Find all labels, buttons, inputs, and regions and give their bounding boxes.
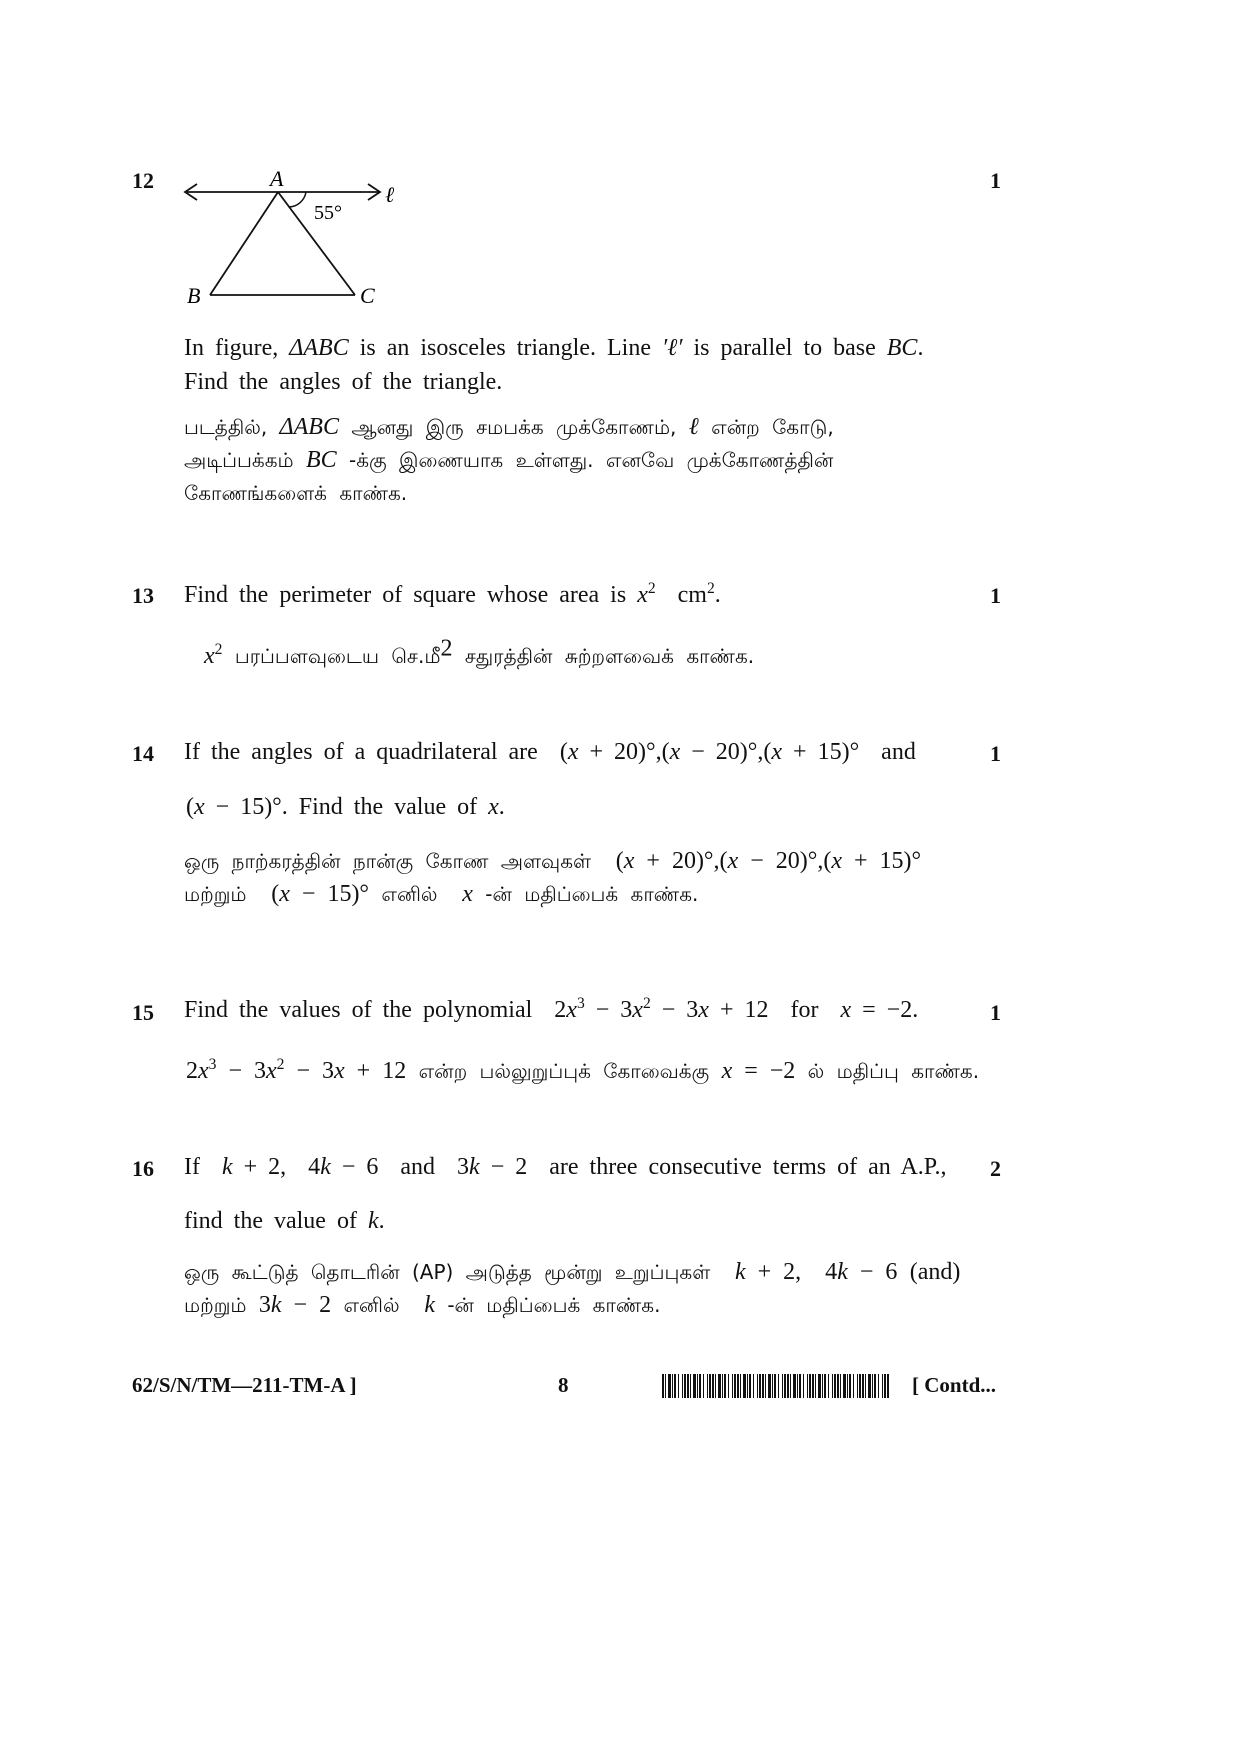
- question-marks: 1: [990, 168, 1001, 193]
- question-marks: 1: [990, 1000, 1001, 1025]
- question-number: 12: [132, 168, 154, 193]
- paper-code: 62/S/N/TM—211-TM-A ]: [132, 1373, 357, 1397]
- vertex-c-label: C: [360, 283, 375, 308]
- q15-english: Find the values of the polynomial $2x^3 - 3x^2 - 3x + 12$ for x = −2.: [184, 995, 919, 1023]
- question-marks: 2: [990, 1156, 1001, 1181]
- q12-tamil: படத்தில், ΔABC ஆனது இரு சமபக்க முக்கோணம், ℓ என்ற கோடு, அடிப்பக்கம் BC -க்கு இணையாக உள்ளது. எனவே முக்கோணத்தின் கோணங்களைக் காண்க.: [184, 414, 834, 505]
- side-ab: [210, 192, 278, 295]
- q14-english: If the angles of a quadrilateral are (x + 20)°,(x − 20)°,(x + 15)° and: [184, 739, 916, 765]
- vertex-a-label: A: [270, 166, 284, 191]
- line-l-label: ℓ: [385, 182, 395, 207]
- page-number: 8: [558, 1373, 569, 1397]
- question-marks: 1: [990, 583, 1001, 608]
- q13-tamil: $x^2$ பரப்பளவுடைய செ.மீ$^2$ சதுரத்தின் சுற்றளவைக் காண்க.: [204, 635, 755, 669]
- vertex-b-label: B: [187, 283, 201, 308]
- angle-arc: [289, 192, 306, 207]
- barcode-icon: [662, 1374, 890, 1398]
- continued-label: [ Contd...: [912, 1373, 997, 1397]
- question-number: 15: [132, 1000, 154, 1025]
- triangle-figure: [175, 160, 435, 315]
- q15-tamil: $2x^3 - 3x^2 - 3x + 12$ என்ற பல்லுறுப்புக் கோவைக்கு x = −2 ல் மதிப்பு காண்க.: [186, 1056, 980, 1084]
- question-number: 14: [132, 741, 154, 766]
- q16-english-line2: find the value of k.: [184, 1208, 385, 1234]
- question-number: 16: [132, 1156, 154, 1181]
- q16-tamil: ஒரு கூட்டுத் தொடரின் (AP) அடுத்த மூன்று உறுப்புகள் k + 2, 4k − 6 (and) மற்றும் 3k − 2 எனில் k -ன் மதிப்பைக் காண்க.: [184, 1259, 961, 1318]
- q16-english: If k + 2, 4k − 6 and 3k − 2 are three consecutive terms of an A.P.,: [184, 1154, 947, 1180]
- q12-english: In figure, ΔABC is an isosceles triangle. Line ′ℓ′ is parallel to base BC. Find the angles of the triangle.: [184, 335, 924, 395]
- q14-english-line2: (x − 15)°. Find the value of x.: [186, 794, 505, 820]
- angle-label: 55°: [314, 202, 342, 224]
- q13-english: Find the perimeter of square whose area is $x^2$ $cm^2$.: [184, 580, 721, 608]
- q14-tamil: ஒரு நாற்கரத்தின் நான்கு கோண அளவுகள் (x + 20)°,(x − 20)°,(x + 15)° மற்றும் (x − 15)° எனில் x -ன் மதிப்பைக் காண்க.: [184, 848, 922, 907]
- question-number: 13: [132, 583, 154, 608]
- question-marks: 1: [990, 741, 1001, 766]
